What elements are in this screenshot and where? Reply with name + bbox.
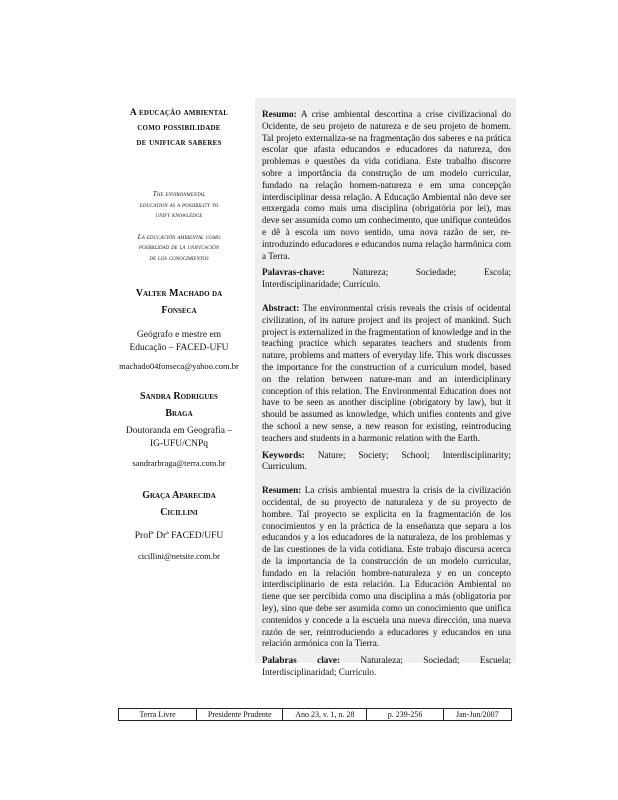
author-block <box>108 487 250 562</box>
keywords-label: Keywords: <box>262 449 305 460</box>
abstract-paragraph <box>262 303 511 445</box>
spanish-title-line: La educación ambiental como <box>137 231 221 241</box>
author-email[interactable]: cicillini@netsite.com.br <box>138 550 220 561</box>
abstract-label: Abstract: <box>262 302 300 313</box>
abstracts-panel <box>255 98 516 678</box>
spanish-title-line: de los conocimientos <box>149 252 209 262</box>
footer-date: Jan-Jun/2007 <box>456 710 499 719</box>
journal-footer <box>118 708 512 721</box>
palabras-clave-label: Palabras clave: <box>262 655 341 666</box>
resumen-label: Resumen: <box>262 485 302 496</box>
palavras-chave-text: Natureza; Sociedade; Escola; Interdisciplinaridade; Currículo. <box>262 267 512 290</box>
footer-pages: p. 239-256 <box>367 709 443 720</box>
author-name: Sandra Rodrigues <box>140 391 218 402</box>
title-line: como possibilidade <box>137 123 221 133</box>
author-block <box>108 285 250 372</box>
author-email[interactable]: sandrarbraga@terra.com.br <box>132 458 226 468</box>
author-affiliation: Profª Drª FACED/UFU <box>134 531 224 541</box>
palabras-clave <box>262 655 511 679</box>
english-title <box>108 189 250 221</box>
author-email[interactable]: machado04fonseca@yahoo.com.br <box>119 361 239 371</box>
author-name: Fonseca <box>161 305 197 316</box>
spanish-title <box>108 232 250 264</box>
footer-volume: Ano 23, v. 1, n. 28 <box>283 709 367 720</box>
resumo-paragraph <box>262 109 511 262</box>
keywords <box>262 450 511 474</box>
keywords-text: Nature; Society; School; Interdisciplinarity; Curriculum. <box>262 449 511 472</box>
abstract-text: The environmental crisis reveals the crisis of ocidental civilization, of its nature project and its project of mankind. Such project is externalized in the fragmentation of knowledge and in the teaching practice which separates teachers and students from nature, problems and matters of everyday life. This work discusses the importance for the construction of a curriculum model, based on the relation between nature-man and an interdiciplinary conception of this relation. The Environmental Education does not have to be seen as another discipline (obrigatory by law), but it should be assumed as knowledge, which unifies contents and give the school a new sense, a new reason for existing, reintroducing teachers and students in a harmonic relation with the Earth. <box>262 302 511 443</box>
resumo-label: Resumo: <box>262 109 297 119</box>
author-name: Cicillini <box>160 507 198 518</box>
title-line: de unificar saberes <box>136 138 222 148</box>
author-affiliation: IG-UFU/CNPq <box>149 438 209 449</box>
spanish-title-line: posibilidad de la unificación <box>138 242 220 251</box>
article-header-column <box>108 106 250 562</box>
palabras-clave-text: Naturaleza; Sociedad; Escuela; Interdisciplinaridad; Currículo. <box>262 655 512 678</box>
footer-city: Presidente Prudente <box>197 709 283 720</box>
english-title-line: unify knowledge <box>155 210 203 219</box>
author-name: Valter Machado da <box>135 288 223 299</box>
footer-journal: Terra Livre <box>119 709 197 720</box>
title-line: A educação ambiental <box>129 108 229 118</box>
author-name: Graça Aparecida <box>142 490 216 501</box>
article-title <box>108 106 250 151</box>
author-affiliation: Geógrafo e mestre em <box>136 330 222 340</box>
author-block <box>108 388 250 469</box>
resumen-text: La crisis ambiental muestra la crisis de la civilización occidental, de su proyecto de naturaleza y de su proyecto de hombre. Tal proyecto se explicita en la fragmentación de los conocimientos y en la práctica de la enseñanza que separa a los educandos y a los educadores de la naturaleza, de los problemas y de las cuestiones de la vida cotidiana. Este trabajo discursa acerca de la importancia de la construcción de un modelo curricular, fundado en la relación hombre-naturaleza y en un concepto interdisciplinario de esta relación. La Educación Ambiental no tiene que ser percibida como una disciplina a más (obligatoria por ley), sino que debe ser asumida como un conocimiento que unifica contenidos y concede a la escuela una nueva dirección, una nueva razón de ser, reintroduciendo a educadores y educandos en una relación armónica con la Tierra. <box>262 485 512 649</box>
palavras-chave-label: Palavras-chave: <box>262 267 325 278</box>
author-name: Braga <box>165 408 193 419</box>
resumo-text: A crise ambiental descortina a crise civilizacional do Ocidente, de seu projeto de natureza e de seu projeto de homem. Tal projeto externaliza-se na fragmentação dos saberes e na prática escolar que afasta educandos e educadores da natureza, dos problemas e questões da vida cotidiana. Este trabalho discorre sobre a importância da construção de um modelo curricular, fundado na relação homem-natureza e em uma concepção interdisciplinar dessa relação. A Educação Ambiental não deve ser enxergada como mais uma disciplina (obrigatória por lei), mas deve ser assumida como um conhecimento, que unifique conteúdos e dê à escola um novo sentido, uma nova razão de ser, re-introduzindo educadores e educandos numa relação harmônica com a Terra. <box>262 109 512 261</box>
author-affiliation: Doutoranda em Geografia – <box>125 426 233 436</box>
palavras-chave <box>262 267 511 291</box>
english-title-line: The environmental <box>152 189 206 198</box>
author-affiliation: Educação – FACED-UFU <box>129 342 229 353</box>
english-title-line: education as a possibility to <box>139 199 219 209</box>
resumen-paragraph <box>262 485 511 650</box>
